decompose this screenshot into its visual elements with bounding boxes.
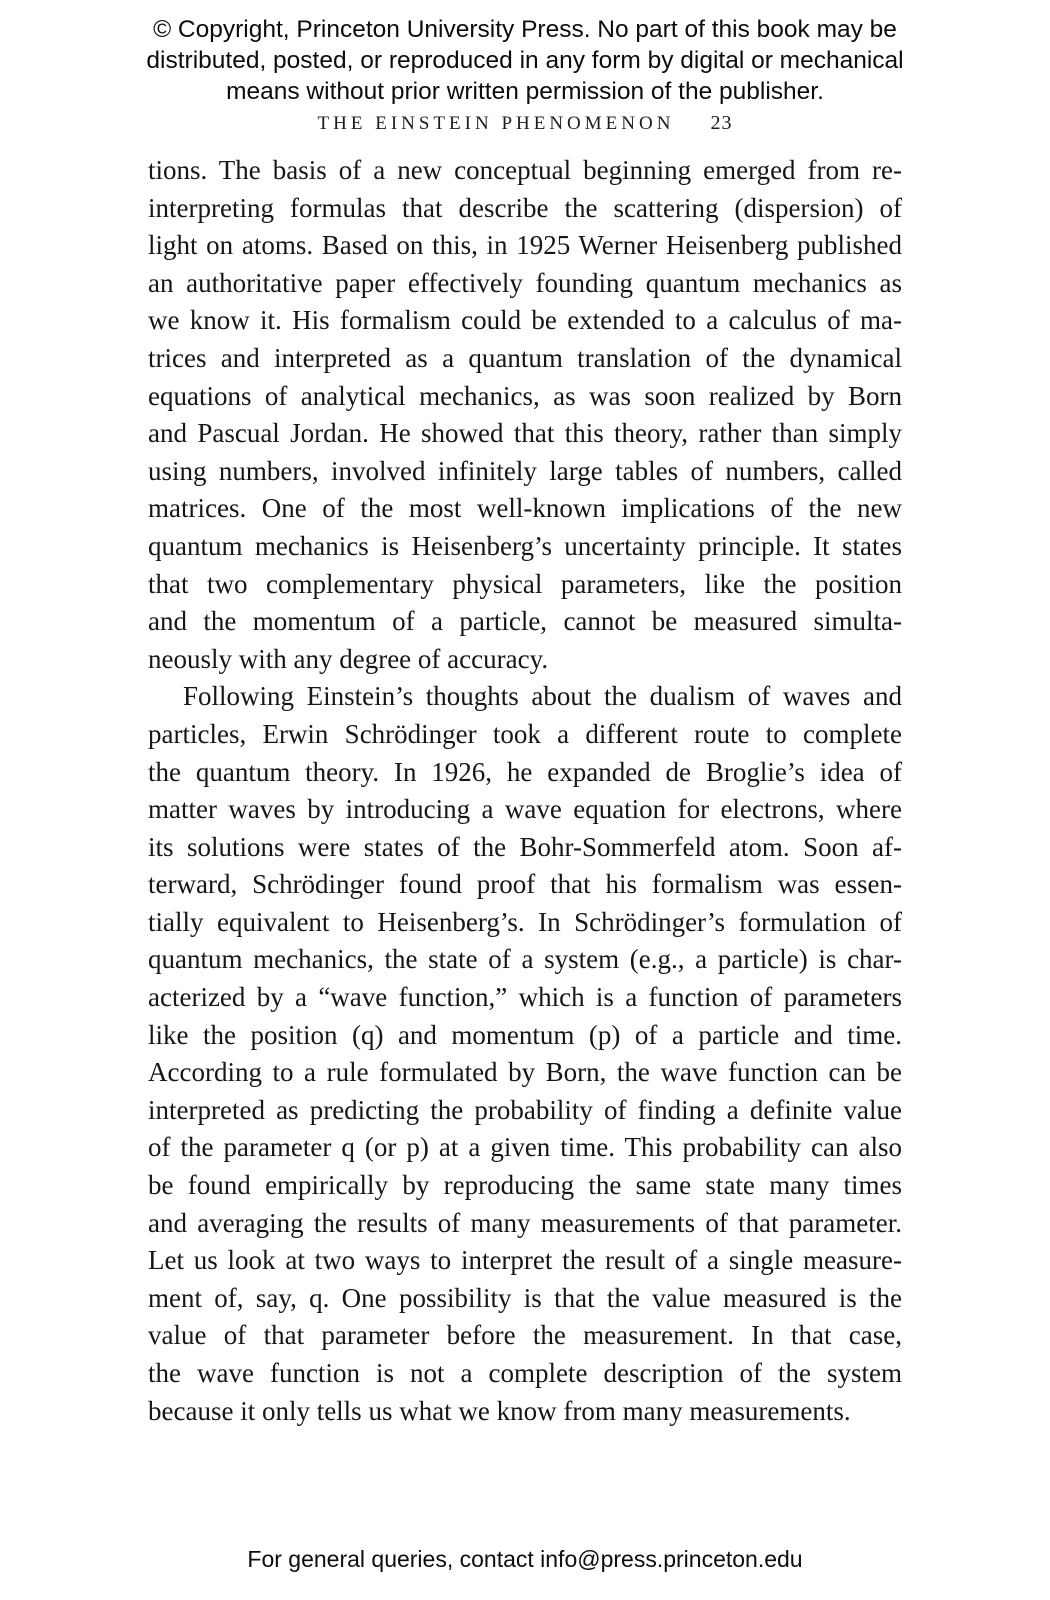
text-line: ment of, say, q. One possibility is that the value measured is the [148, 1282, 902, 1313]
text-line: be found empirically by reproducing the same state many times [148, 1170, 902, 1201]
paragraph [148, 152, 902, 678]
text-line: value of that parameter before the measurement. In that case, [148, 1320, 902, 1351]
text-line: using numbers, involved infinitely large tables of numbers, called [148, 455, 902, 486]
text-line: Following Einstein’s thoughts about the dualism of waves and [183, 681, 902, 712]
text-line: like the position (q) and momentum (p) of a particle and time. [148, 1019, 902, 1050]
text-line: terward, Schrödinger found proof that his formalism was essen- [148, 869, 902, 900]
text-line: equations of analytical mechanics, as was soon realized by Born [148, 380, 902, 411]
text-line: quantum mechanics, the state of a system (e.g., a particle) is char- [148, 944, 902, 975]
text-line: matrices. One of the most well-known implications of the new [148, 493, 902, 524]
text-line: acterized by a “wave function,” which is a function of parameters [148, 982, 902, 1013]
page-number: 23 [710, 112, 733, 134]
text-line: quantum mechanics is Heisenberg’s uncertainty principle. It states [148, 530, 902, 561]
text-line: and the momentum of a particle, cannot be measured simulta- [148, 606, 902, 637]
text-line: trices and interpreted as a quantum translation of the dynamical [148, 342, 902, 373]
text-line: particles, Erwin Schrödinger took a different route to complete [148, 718, 902, 749]
text-line: tions. The basis of a new conceptual beginning emerged from re- [148, 155, 902, 185]
text-line: According to a rule formulated by Born, the wave function can be [148, 1057, 902, 1088]
text-line: interpreting formulas that describe the scattering (dispersion) of [148, 192, 902, 223]
text-line: its solutions were states of the Bohr-Sommerfeld atom. Soon af- [148, 831, 902, 862]
copyright-line: means without prior written permission of the publisher. [226, 78, 824, 105]
text-line: that two complementary physical parameters, like the position [148, 568, 902, 599]
copyright-notice [0, 0, 1050, 107]
running-head [0, 112, 1050, 135]
text-line: tially equivalent to Heisenberg’s. In Schrödinger’s formulation of [148, 906, 902, 937]
body-text [148, 152, 902, 1430]
text-line: Let us look at two ways to interpret the result of a single measure- [148, 1245, 902, 1276]
text-line: interpreted as predicting the probability of finding a definite value [148, 1094, 902, 1125]
text-line: an authoritative paper effectively founding quantum mechanics as [148, 267, 902, 298]
copyright-line: distributed, posted, or reproduced in any form by digital or mechanical [146, 47, 904, 74]
text-line: neously with any degree of accuracy. [148, 643, 549, 674]
text-line: and Pascual Jordan. He showed that this theory, rather than simply [148, 418, 902, 449]
footer-contact-note: For general queries, contact info@press.princeton.edu [247, 1546, 803, 1572]
text-line: and averaging the results of many measurements of that parameter. [148, 1207, 902, 1238]
paragraph [148, 678, 902, 1430]
text-line: of the parameter q (or p) at a given time. This probability can also [148, 1132, 902, 1163]
text-line: matter waves by introducing a wave equation for electrons, where [148, 794, 902, 825]
text-line: we know it. His formalism could be extended to a calculus of ma- [148, 305, 902, 336]
copyright-line: © Copyright, Princeton University Press. No part of this book may be [153, 16, 897, 43]
text-line: the wave function is not a complete description of the system [148, 1358, 902, 1388]
text-line: light on atoms. Based on this, in 1925 Werner Heisenberg published [148, 230, 902, 261]
text-line: because it only tells us what we know from many measurements. [148, 1395, 851, 1426]
chapter-title: THE EINSTEIN PHENOMENON [317, 113, 675, 134]
text-line: the quantum theory. In 1926, he expanded de Broglie’s idea of [148, 756, 902, 787]
